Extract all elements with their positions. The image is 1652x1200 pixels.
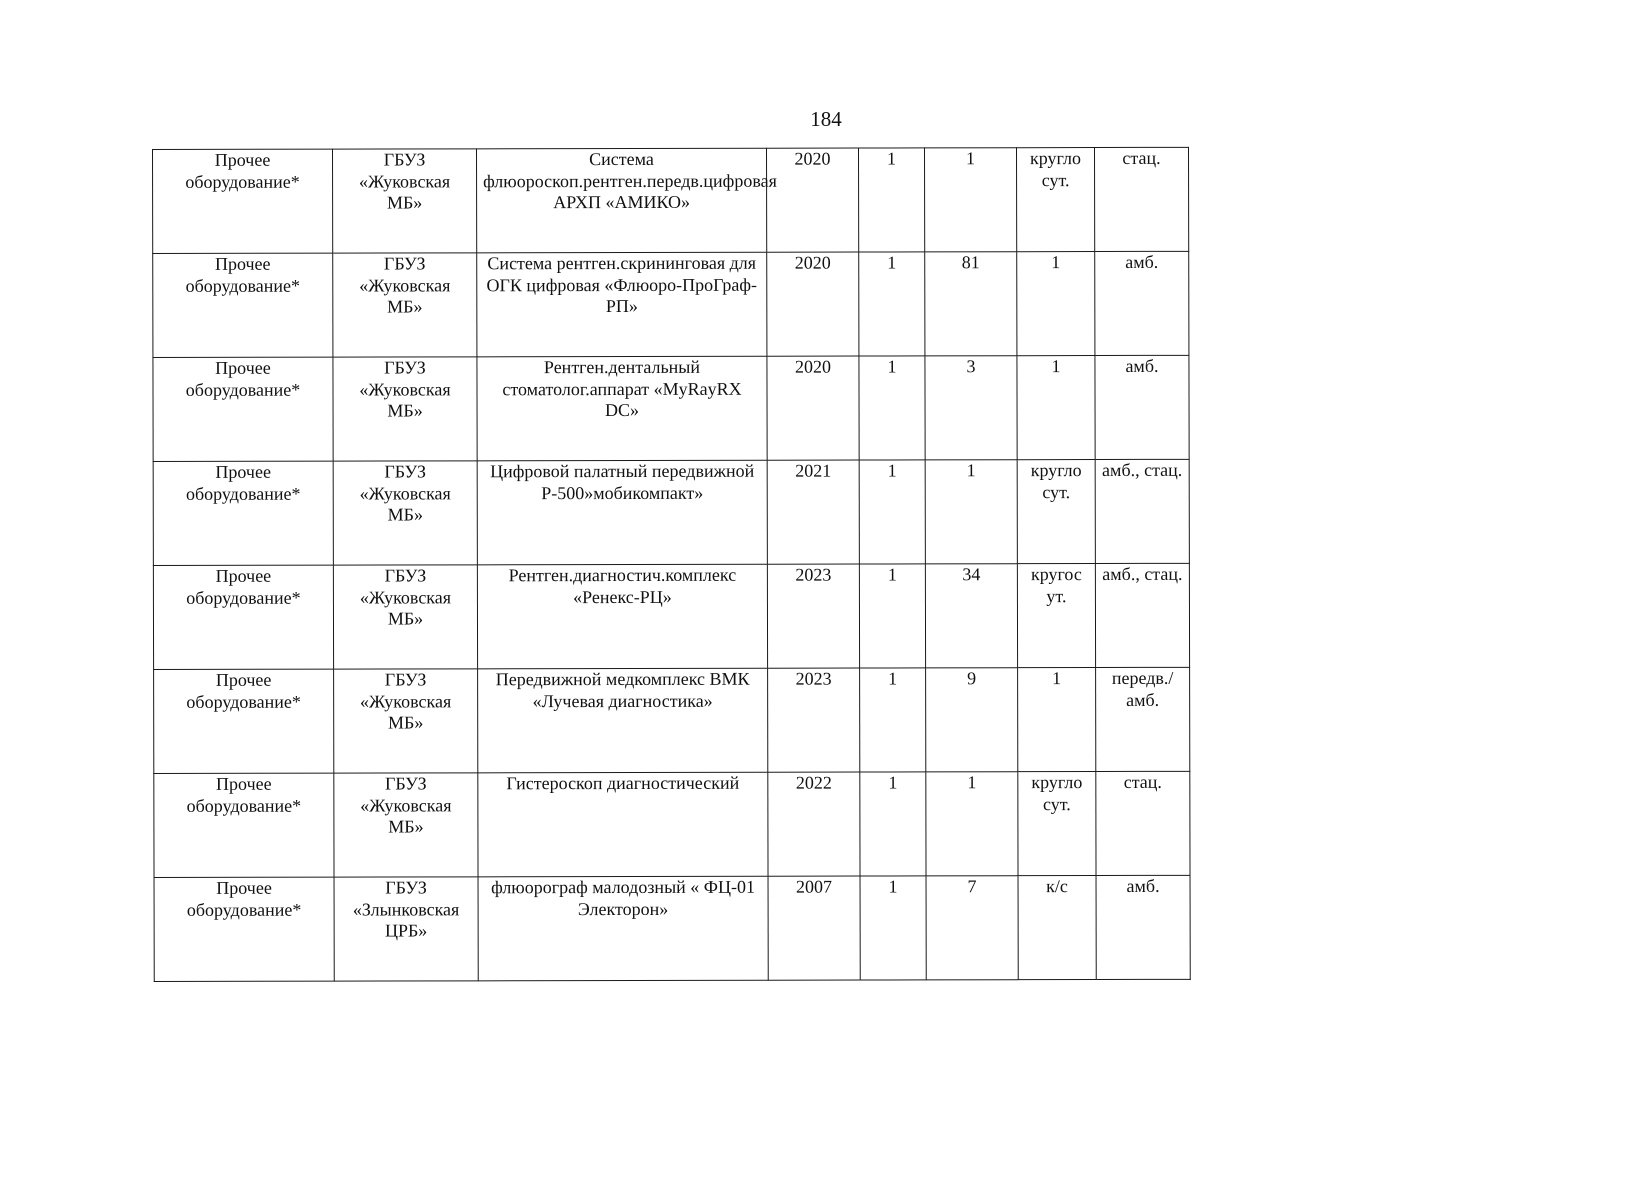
cell-text: к/с [1046, 876, 1068, 897]
count-cell [926, 772, 1018, 876]
cell-text: 2023 [795, 564, 832, 585]
cell-text: ГБУЗ «Жуковская МБ» [359, 565, 452, 629]
cell-text: Передвижной медкомплекс ВМК «Лучевая диагностика» [495, 668, 750, 711]
equipment-type-cell [154, 773, 334, 877]
count-cell [925, 356, 1017, 460]
cell-text: Прочее оборудование* [186, 565, 301, 608]
year-cell [768, 668, 860, 772]
equipment-type-cell [154, 877, 334, 981]
cell-text: 2020 [794, 252, 831, 273]
device-name-cell [477, 252, 767, 357]
cell-text: 2022 [795, 772, 832, 793]
table-row [153, 563, 1189, 669]
cell-text: 1 [888, 668, 898, 689]
institution-cell [333, 149, 477, 253]
quantity-cell [860, 668, 926, 772]
cell-text: 34 [962, 564, 981, 585]
cell-text: 1 [887, 460, 897, 481]
cell-text: ГБУЗ «Злынковская ЦРБ» [352, 877, 460, 941]
cell-text: передв./ амб. [1111, 667, 1174, 710]
care-type-cell [1095, 563, 1189, 667]
count-cell [926, 876, 1018, 980]
cell-text: кругло сут. [1030, 460, 1082, 502]
cell-text: Прочее оборудование* [186, 773, 302, 816]
cell-text: амб., стац. [1102, 459, 1183, 481]
schedule-cell [1017, 564, 1095, 668]
cell-text: Рентген.дентальный стоматолог.аппарат «MyRayRX DC» [502, 356, 742, 421]
cell-text: Прочее оборудование* [185, 357, 301, 400]
table-row [153, 459, 1189, 565]
quantity-cell [860, 772, 926, 876]
equipment-type-cell [153, 357, 333, 461]
cell-text: 2007 [796, 876, 833, 897]
table-row [153, 251, 1189, 357]
table-row [154, 875, 1190, 981]
care-type-cell [1096, 875, 1190, 979]
count-cell [926, 668, 1018, 772]
count-cell [925, 252, 1017, 356]
quantity-cell [859, 460, 925, 564]
cell-text: 2021 [795, 460, 832, 481]
cell-text: 1 [888, 772, 898, 793]
cell-text: Прочее оборудование* [186, 877, 302, 920]
cell-text: флюорограф малодозный « ФЦ-01 Электорон» [491, 876, 756, 919]
cell-text: ГБУЗ «Жуковская МБ» [359, 357, 451, 421]
cell-text: 1 [887, 564, 897, 585]
device-name-cell [478, 772, 768, 877]
quantity-cell [859, 252, 925, 356]
cell-text: 1 [1052, 668, 1062, 689]
cell-text: 1 [1051, 356, 1061, 377]
count-cell [924, 148, 1016, 252]
cell-text: 1 [888, 876, 898, 897]
cell-text: 1 [966, 460, 976, 481]
equipment-table [152, 147, 1191, 982]
quantity-cell [858, 148, 924, 252]
table-row [153, 147, 1189, 253]
cell-text: 1 [966, 148, 976, 169]
institution-cell [333, 565, 477, 669]
care-type-cell [1095, 459, 1189, 563]
cell-text: стац. [1122, 147, 1161, 168]
equipment-type-cell [153, 461, 333, 565]
cell-text: Прочее оборудование* [186, 669, 301, 712]
year-cell [767, 564, 859, 668]
year-cell [767, 460, 859, 564]
device-name-cell [478, 668, 768, 773]
cell-text: амб. [1126, 875, 1160, 896]
cell-text: Гистероскоп диагностический [506, 772, 740, 794]
cell-text: ГБУЗ «Жуковская МБ» [359, 253, 451, 317]
year-cell [768, 876, 860, 980]
quantity-cell [859, 564, 925, 668]
cell-text: 81 [961, 252, 980, 273]
institution-cell [334, 669, 478, 773]
care-type-cell [1094, 147, 1188, 251]
year-cell [766, 148, 858, 252]
equipment-type-cell [153, 149, 333, 253]
cell-text: ГБУЗ «Жуковская МБ» [360, 773, 452, 837]
care-type-cell [1096, 771, 1190, 875]
table-body [153, 147, 1191, 981]
table-row [154, 667, 1190, 773]
cell-text: Прочее оборудование* [185, 253, 301, 296]
equipment-type-cell [153, 565, 333, 669]
count-cell [925, 564, 1017, 668]
cell-text: Система флюороскоп.рентген.передв.цифровая АРХП «АМИКО» [483, 148, 777, 213]
cell-text: амб. [1125, 251, 1159, 272]
schedule-cell [1018, 668, 1096, 772]
equipment-type-cell [154, 669, 334, 773]
institution-cell [334, 877, 478, 981]
schedule-cell [1016, 148, 1094, 252]
schedule-cell [1017, 252, 1095, 356]
cell-text: 1 [887, 148, 897, 169]
institution-cell [334, 773, 478, 877]
device-name-cell [477, 460, 767, 565]
cell-text: 3 [966, 356, 976, 377]
cell-text: Прочее оборудование* [185, 461, 301, 504]
cell-text: 1 [1051, 252, 1061, 273]
device-name-cell [477, 356, 767, 461]
year-cell [767, 252, 859, 356]
schedule-cell [1018, 876, 1096, 980]
cell-text: Цифровой палатный передвижной Р-500»мобикомпакт» [490, 460, 755, 503]
cell-text: ГБУЗ «Жуковская МБ» [359, 461, 451, 525]
cell-text: 1 [887, 252, 897, 273]
cell-text: 2020 [794, 356, 831, 377]
institution-cell [333, 357, 477, 461]
cell-text: стац. [1123, 771, 1162, 792]
cell-text: ГБУЗ «Жуковская МБ» [358, 149, 451, 213]
quantity-cell [860, 876, 926, 980]
care-type-cell [1095, 355, 1189, 459]
cell-text: кругос ут. [1030, 564, 1082, 606]
device-name-cell [477, 564, 767, 669]
year-cell [768, 772, 860, 876]
cell-text: Система рентген.скрининговая для ОГК цифровая «Флюоро-ПроГраф-РП» [486, 252, 758, 317]
cell-text: кругло сут. [1031, 772, 1083, 814]
equipment-type-cell [153, 253, 333, 357]
schedule-cell [1018, 772, 1096, 876]
cell-text: 1 [967, 772, 977, 793]
year-cell [767, 356, 859, 460]
quantity-cell [859, 356, 925, 460]
institution-cell [333, 461, 477, 565]
schedule-cell [1017, 460, 1095, 564]
count-cell [925, 460, 1017, 564]
device-name-cell [477, 148, 777, 253]
cell-text: 1 [887, 356, 897, 377]
page-number: 184 [810, 107, 842, 131]
care-type-cell [1096, 667, 1190, 771]
cell-text: ГБУЗ «Жуковская МБ» [360, 669, 452, 733]
care-type-cell [1095, 251, 1189, 355]
cell-text: 2023 [795, 668, 832, 689]
cell-text: 9 [967, 668, 977, 689]
device-name-cell [478, 876, 768, 981]
cell-text: Рентген.диагностич.комплекс «Ренекс-РЦ» [508, 564, 737, 607]
schedule-cell [1017, 356, 1095, 460]
table-row [153, 355, 1189, 461]
cell-text: амб. [1125, 355, 1159, 376]
cell-text: амб., стац. [1102, 563, 1183, 585]
cell-text: Прочее оборудование* [185, 149, 300, 192]
institution-cell [333, 253, 477, 357]
cell-text: кругло сут. [1030, 148, 1082, 190]
cell-text: 7 [967, 876, 977, 897]
cell-text: 2020 [794, 148, 831, 169]
table-row [154, 771, 1190, 877]
